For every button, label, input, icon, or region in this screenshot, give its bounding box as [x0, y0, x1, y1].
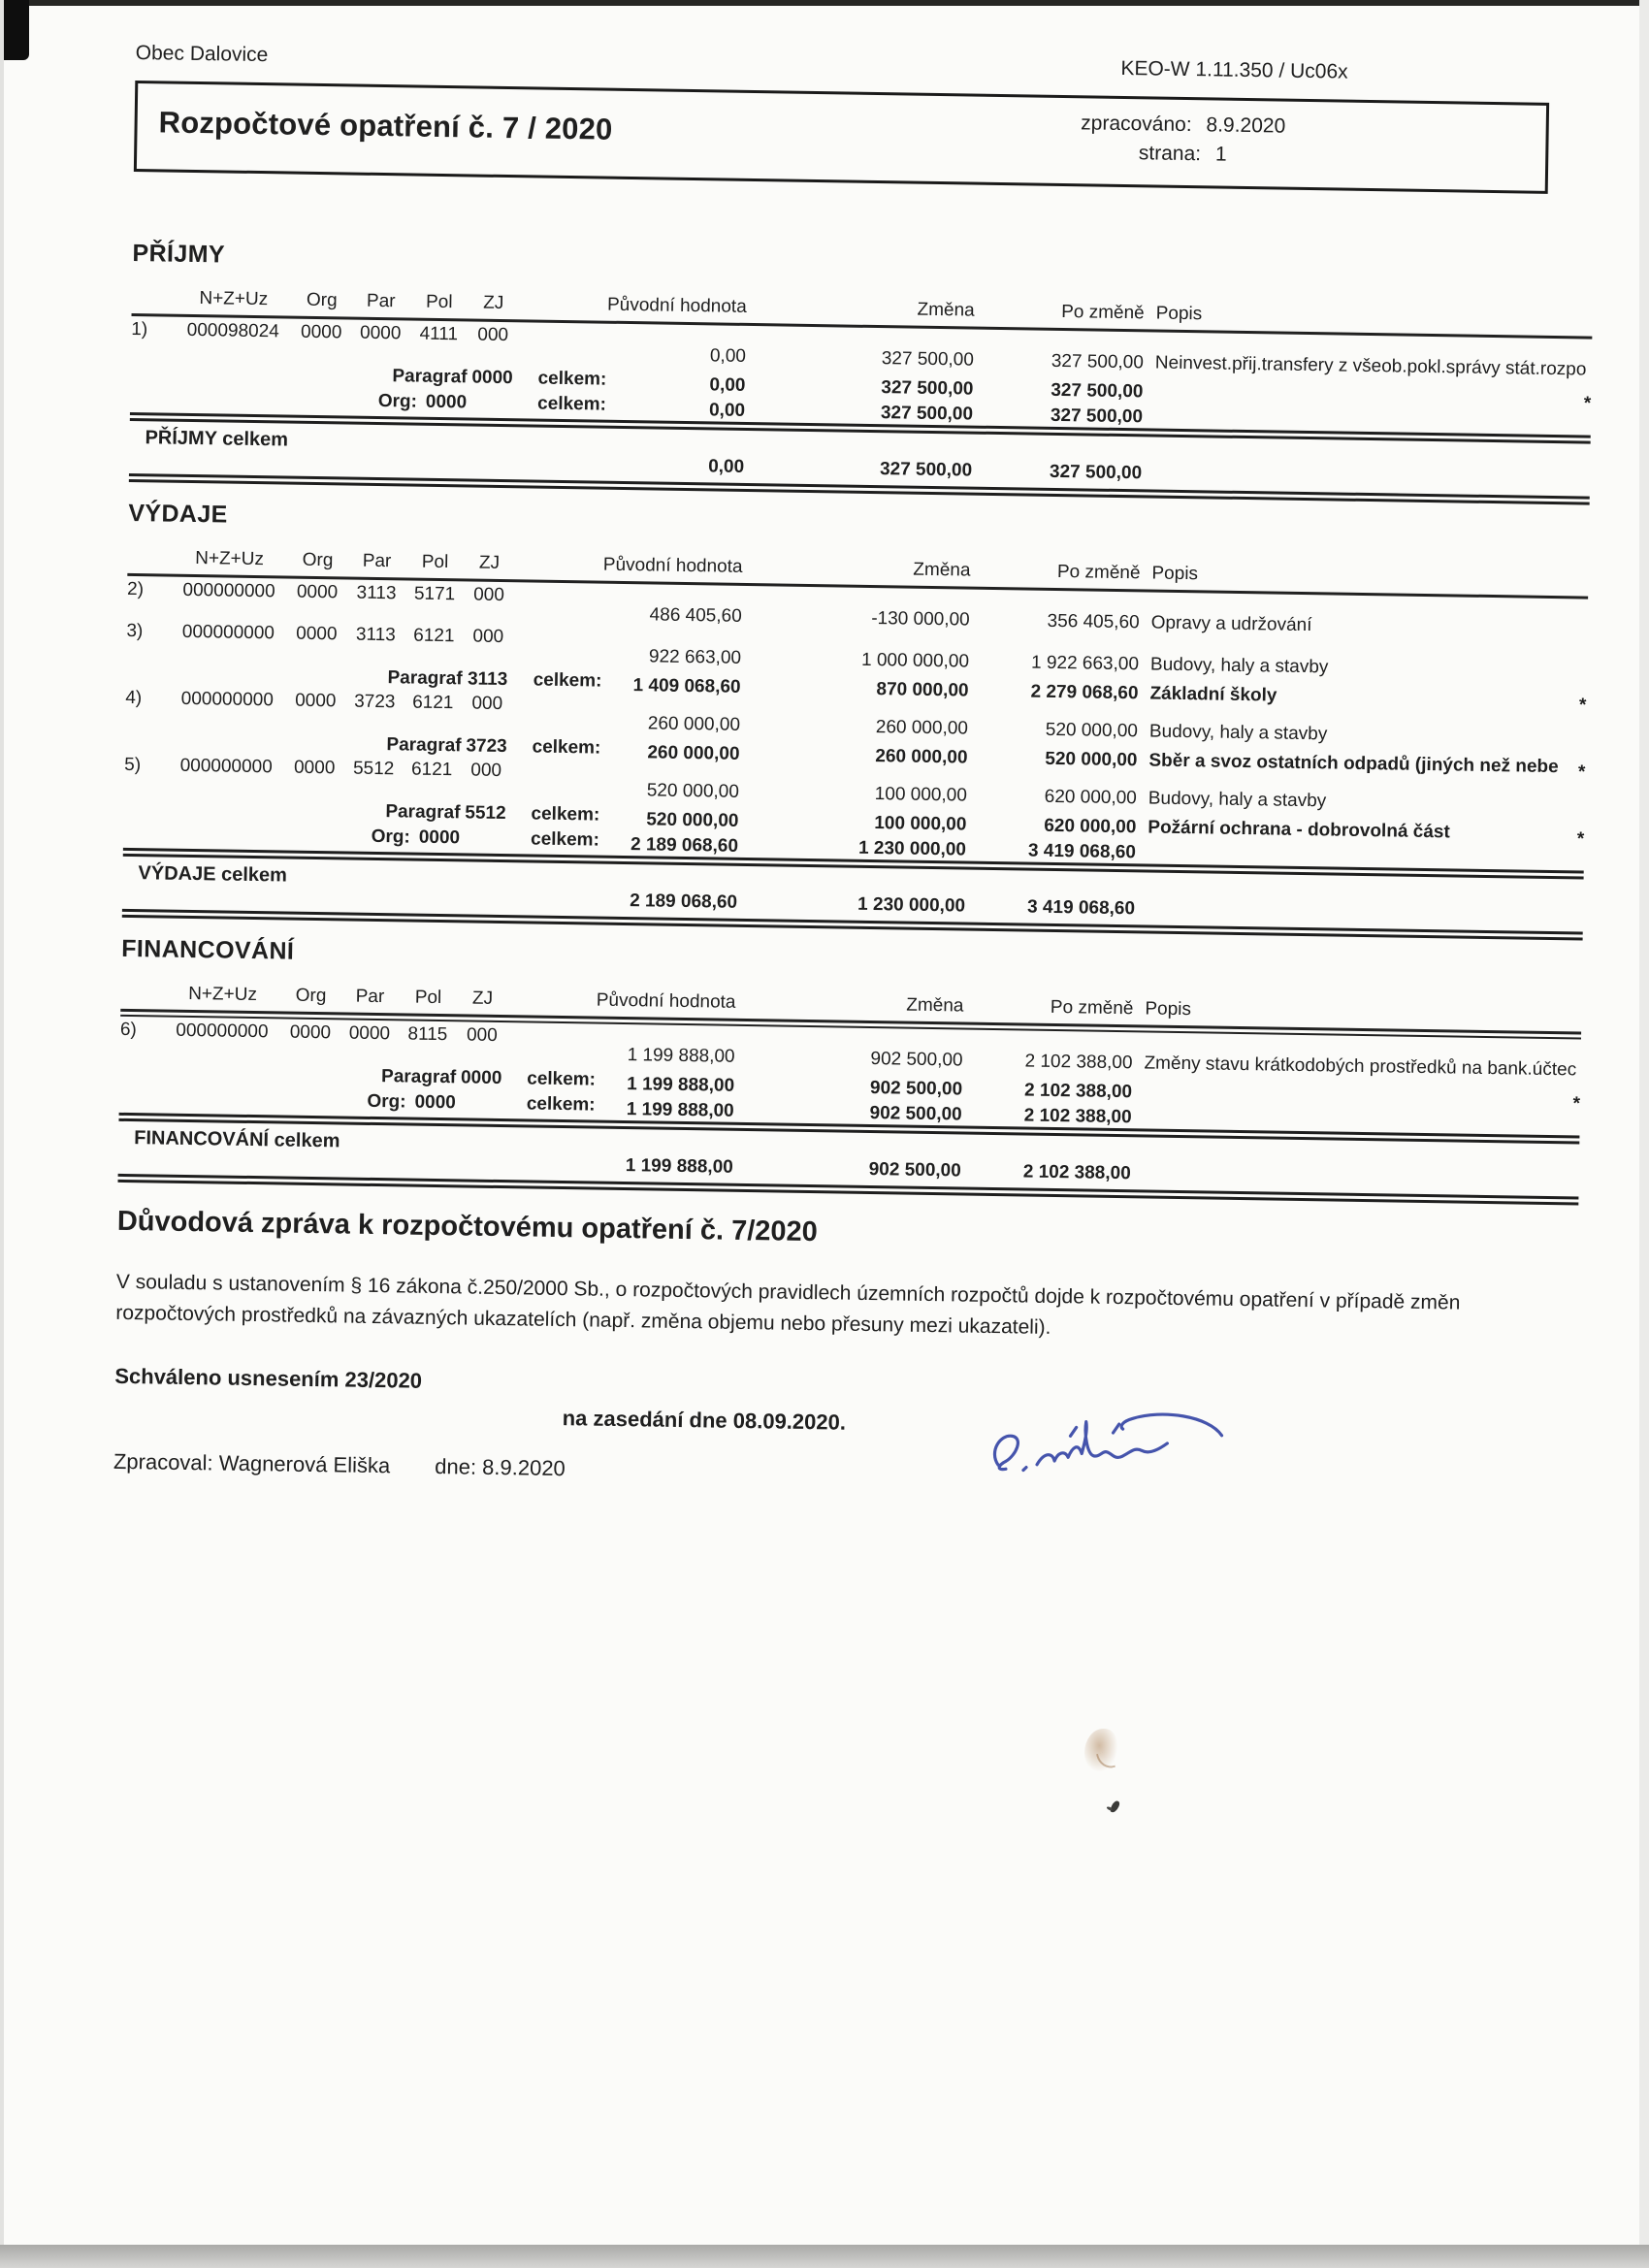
scanner-edge-top	[0, 0, 1649, 6]
column-header-desc: Popis	[1145, 998, 1192, 1021]
column-header-original: Původní hodnota	[602, 554, 743, 577]
ink-speck	[1110, 1799, 1121, 1814]
column-header-pol: Pol	[421, 551, 449, 573]
section-total-label: PŘÍJMY celkem	[145, 427, 289, 451]
cell-celkem-original	[510, 803, 739, 831]
value-change: -130 000,00	[871, 607, 970, 631]
code-zj: 000	[470, 760, 502, 782]
paragraf-label: Paragraf	[386, 734, 462, 757]
cell-celkem-original	[512, 669, 740, 695]
column-header-zj: ZJ	[478, 552, 501, 573]
paragraf-description: Požární ochrana - dobrovolná část	[1148, 817, 1450, 843]
column-header-original: Původní hodnota	[596, 989, 736, 1013]
code-pol: 6121	[410, 759, 453, 781]
document-header-line	[136, 39, 1348, 86]
title-box	[134, 81, 1549, 194]
column-header-desc: Popis	[1151, 563, 1199, 585]
cell-celkem-original	[511, 736, 740, 764]
code-par: 0000	[359, 322, 402, 344]
column-header-nzuz: N+Z+Uz	[199, 288, 269, 310]
column-header-nzuz: N+Z+Uz	[188, 983, 258, 1006]
column-header-par: Par	[355, 986, 385, 1008]
celkem-label: celkem:	[536, 393, 607, 415]
value-after: 356 405,60	[1047, 610, 1140, 633]
celkem-label: celkem:	[530, 828, 600, 851]
cell-celkem-original	[517, 368, 746, 396]
code-zj: 000	[466, 1024, 498, 1046]
code-num: 5)	[124, 754, 142, 776]
processed-label: zpracováno:	[1081, 112, 1192, 137]
code-num: 6)	[119, 1019, 138, 1041]
value-after: 520 000,00	[1045, 748, 1138, 771]
org-label	[350, 391, 467, 414]
value-after: 327 500,00	[1051, 379, 1144, 403]
celkem-label: celkem:	[526, 1093, 596, 1116]
celkem-label: celkem:	[537, 368, 607, 390]
section-total-label: VÝDAJE celkem	[138, 862, 288, 887]
processed-line	[1067, 109, 1300, 142]
budget-section	[117, 935, 1588, 1206]
section-title: FINANCOVÁNÍ	[121, 934, 295, 965]
paragraf-code: 3723	[466, 735, 507, 758]
code-par: 3723	[353, 691, 396, 713]
column-header-after: Po změně	[1056, 561, 1141, 584]
total-change: 1 230 000,00	[857, 893, 966, 917]
cell-celkem-original	[510, 828, 739, 857]
org-code: 0000	[425, 391, 468, 413]
value-orig: 260 000,00	[647, 742, 740, 764]
code-org: 0000	[293, 757, 336, 779]
code-org: 0000	[300, 321, 342, 343]
value-orig: 922 663,00	[648, 646, 742, 668]
paragraf-star: *	[1583, 393, 1592, 414]
code-num: 2)	[126, 578, 145, 600]
column-header-org: Org	[306, 289, 338, 311]
org-label	[343, 826, 460, 849]
prepared-line	[113, 1449, 1580, 1498]
value-orig: 1 199 888,00	[626, 1099, 734, 1121]
report-body: V souladu s ustanovením § 16 zákona č.250/2000 Sb., o rozpočtových pravidlech územních rozpočtů dojde k rozpočtovému opatření v případě změn rozpočtových prostředků na závazných ukazatelích (např. změna objemu nebo přesuny mezi ukazateli).	[115, 1270, 1461, 1339]
value-after: 520 000,00	[1045, 719, 1139, 742]
document-content	[113, 39, 1602, 1498]
column-header-change: Změna	[913, 559, 971, 581]
value-change: 260 000,00	[875, 717, 969, 739]
org-label	[340, 1090, 456, 1114]
processing-info	[1066, 109, 1300, 171]
paragraf-label: Paragraf	[385, 801, 461, 824]
org-code: 0000	[414, 1091, 456, 1114]
total-change: 902 500,00	[868, 1159, 961, 1182]
paragraf-label: Paragraf	[387, 667, 463, 690]
org-name: Obec Dalovice	[135, 41, 269, 67]
value-change: 327 500,00	[881, 348, 975, 371]
value-after: 327 500,00	[1051, 350, 1145, 373]
code-org: 0000	[294, 690, 337, 712]
value-orig: 0,00	[709, 345, 747, 367]
org-prefix: Org:	[371, 826, 410, 848]
page-number: 1	[1214, 143, 1227, 166]
paragraf-label: Paragraf	[392, 366, 468, 388]
value-orig: 0,00	[709, 374, 746, 396]
column-header-zj: ZJ	[483, 292, 504, 313]
cell-celkem-original	[506, 1093, 734, 1121]
paragraf-description: Sběr a svoz ostatních odpadů (jiných než nebe	[1148, 750, 1559, 778]
paragraf-code: 0000	[460, 1067, 502, 1089]
column-header-pol: Pol	[414, 987, 442, 1009]
code-par: 5512	[352, 758, 395, 780]
value-orig: 520 000,00	[646, 809, 739, 831]
column-header-after: Po změně	[1050, 996, 1134, 1020]
scanner-edge-left	[0, 0, 4, 2268]
total-orig: 0,00	[707, 456, 745, 477]
processed-date: 8.9.2020	[1206, 113, 1286, 138]
section-total-label: FINANCOVÁNÍ celkem	[134, 1127, 340, 1152]
value-orig: 0,00	[708, 400, 746, 421]
value-orig: 260 000,00	[647, 713, 741, 735]
prepared-date: dne: 8.9.2020	[435, 1454, 566, 1481]
budget-sections	[117, 240, 1599, 1206]
column-header-pol: Pol	[425, 291, 453, 313]
celkem-label: celkem:	[533, 669, 602, 692]
value-change: 100 000,00	[874, 813, 967, 835]
celkem-label: celkem:	[527, 1068, 597, 1090]
value-orig: 2 189 068,60	[630, 834, 739, 857]
document-title: Rozpočtové opatření č. 7 / 2020	[158, 105, 613, 146]
scanner-edge-right	[1639, 0, 1649, 2268]
paragraf-star: *	[1576, 828, 1585, 850]
cell-celkem-original	[506, 1068, 735, 1096]
value-after: 2 102 388,00	[1024, 1051, 1133, 1074]
meeting-date: na zasedání dne 08.09.2020.	[562, 1406, 847, 1435]
value-orig: 520 000,00	[646, 780, 740, 802]
value-orig: 1 199 888,00	[627, 1074, 735, 1096]
column-header-zj: ZJ	[471, 988, 494, 1009]
value-after: 620 000,00	[1044, 815, 1137, 838]
paragraf-code: 0000	[471, 367, 513, 389]
value-change: 1 000 000,00	[860, 649, 970, 672]
column-header-org: Org	[302, 549, 334, 571]
value-after: 2 102 388,00	[1023, 1105, 1132, 1128]
code-zj: 000	[472, 626, 504, 648]
value-after: 3 419 068,60	[1027, 840, 1137, 863]
code-pol: 4111	[419, 323, 459, 345]
value-change: 327 500,00	[880, 403, 974, 425]
paragraf-label: Paragraf	[380, 1066, 457, 1088]
code-num: 4)	[125, 687, 143, 709]
code-zj: 000	[471, 693, 503, 715]
scanner-edge-bottom	[0, 2245, 1649, 2268]
paragraf-star: *	[1577, 761, 1586, 783]
section-title: VÝDAJE	[128, 499, 228, 529]
row-description: Opravy a udržování	[1150, 612, 1312, 636]
value-change: 902 500,00	[870, 1049, 963, 1071]
column-header-nzuz: N+Z+Uz	[195, 548, 265, 570]
value-change: 870 000,00	[876, 679, 969, 701]
total-after: 327 500,00	[1049, 461, 1143, 484]
value-orig: 486 405,60	[649, 604, 742, 627]
value-change: 1 230 000,00	[857, 837, 967, 860]
code-nzuz: 000098024	[186, 319, 279, 342]
code-org: 0000	[289, 1021, 332, 1044]
value-change: 327 500,00	[881, 377, 974, 400]
column-header-org: Org	[295, 985, 327, 1007]
paragraf-code: 5512	[465, 802, 506, 825]
org-prefix: Org:	[377, 390, 418, 412]
code-org: 0000	[296, 581, 339, 603]
code-par: 3113	[355, 624, 396, 646]
column-header-desc: Popis	[1155, 303, 1203, 325]
org-prefix: Org:	[367, 1090, 406, 1113]
value-after: 2 102 388,00	[1023, 1080, 1133, 1103]
code-nzuz: 000000000	[179, 755, 273, 778]
report-heading: Důvodová zpráva k rozpočtovému opatření č. 7/2020	[116, 1205, 819, 1248]
signature	[974, 1403, 1247, 1504]
paragraf-star: *	[1572, 1093, 1581, 1115]
column-header-par: Par	[362, 550, 392, 572]
code-par: 0000	[348, 1022, 391, 1045]
budget-section	[122, 500, 1596, 941]
code-par: 3113	[356, 582, 397, 604]
column-header-original: Původní hodnota	[606, 294, 747, 317]
approved-resolution: Schváleno usnesením 23/2020	[114, 1363, 423, 1393]
row-description: Budovy, haly a stavby	[1149, 654, 1329, 678]
paragraf-star: *	[1578, 695, 1587, 716]
row-description: Budovy, haly a stavby	[1148, 721, 1328, 745]
row-description: Neinvest.přij.transfery z všeob.pokl.správy stát.rozpo	[1154, 352, 1587, 380]
code-pol: 6121	[411, 692, 454, 714]
total-change: 327 500,00	[879, 459, 973, 481]
code-num: 1)	[131, 318, 148, 340]
column-header-change: Změna	[906, 994, 964, 1017]
code-nzuz: 000000000	[181, 621, 275, 644]
paragraf-code: 3113	[467, 668, 508, 691]
code-pol: 5171	[413, 583, 456, 605]
value-orig: 1 199 888,00	[627, 1045, 735, 1067]
code-zj: 000	[473, 584, 505, 606]
value-orig: 1 409 068,60	[632, 675, 741, 697]
code-nzuz: 000000000	[180, 688, 275, 711]
system-version: KEO-W 1.11.350 / Uc06x	[1120, 56, 1348, 83]
column-header-change: Změna	[917, 299, 975, 321]
code-org: 0000	[296, 623, 338, 645]
code-pol: 6121	[413, 625, 455, 647]
total-orig: 2 189 068,60	[629, 891, 738, 913]
celkem-label: celkem:	[531, 803, 600, 826]
page-line	[1066, 138, 1299, 171]
value-change: 100 000,00	[874, 784, 968, 806]
value-after: 2 279 068,60	[1030, 681, 1139, 704]
total-after: 2 102 388,00	[1022, 1161, 1131, 1184]
code-nzuz: 000000000	[182, 579, 275, 602]
paragraf-description: Základní školy	[1149, 683, 1277, 706]
total-orig: 1 199 888,00	[625, 1155, 733, 1178]
org-code: 0000	[418, 826, 461, 849]
value-change: 260 000,00	[875, 746, 968, 768]
value-change: 902 500,00	[869, 1078, 963, 1100]
cell-celkem-original	[517, 393, 746, 421]
column-header-after: Po změně	[1060, 302, 1145, 324]
code-pol: 8115	[407, 1023, 448, 1046]
total-after: 3 419 068,60	[1026, 896, 1136, 920]
code-nzuz: 000000000	[176, 1020, 269, 1043]
section-title: PŘÍJMY	[132, 239, 226, 269]
value-after: 620 000,00	[1044, 786, 1137, 809]
scanner-corner-artifact	[0, 0, 29, 60]
page-label: strana:	[1138, 142, 1202, 166]
value-change: 902 500,00	[869, 1103, 962, 1125]
value-after: 1 922 663,00	[1030, 652, 1140, 675]
budget-section	[129, 240, 1600, 505]
code-zj: 000	[477, 324, 509, 346]
code-num: 3)	[126, 620, 144, 642]
column-header-par: Par	[366, 290, 396, 312]
row-description: Změny stavu krátkodobých prostředků na bank.účtec	[1144, 1053, 1577, 1081]
row-description: Budovy, haly a stavby	[1148, 788, 1327, 812]
prepared-by: Zpracoval: Wagnerová Eliška	[113, 1448, 391, 1478]
value-after: 327 500,00	[1050, 405, 1144, 428]
celkem-label: celkem:	[532, 736, 601, 759]
